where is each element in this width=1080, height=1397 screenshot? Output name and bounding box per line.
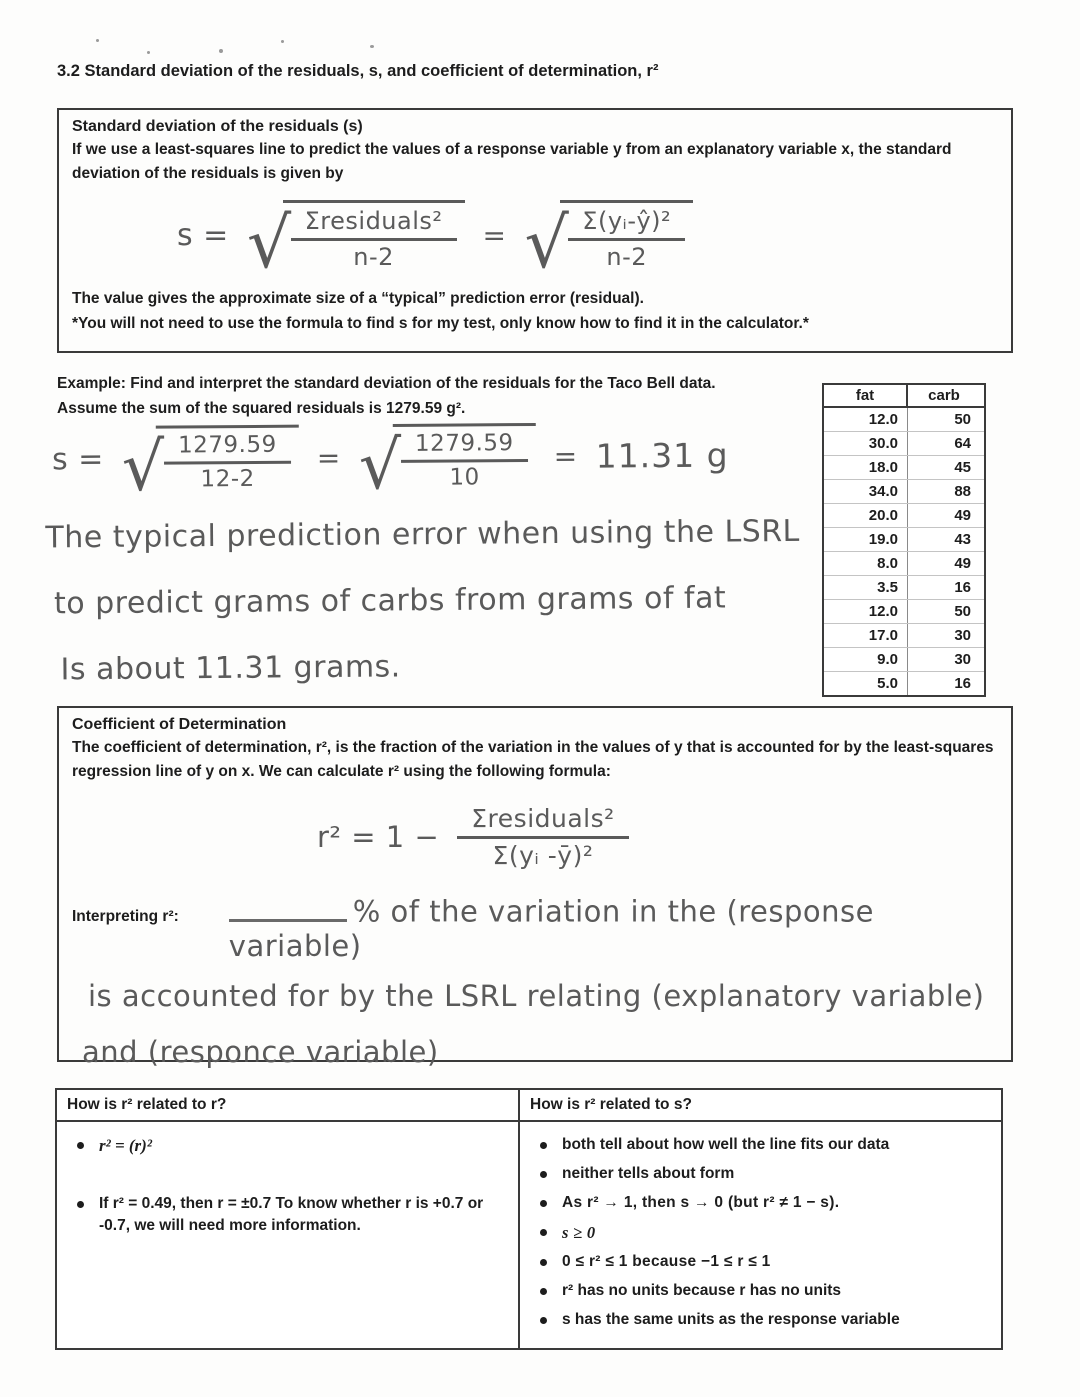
table-row bbox=[824, 647, 984, 671]
interpret-line1-text: % of the variation in the (response variable) bbox=[228, 894, 874, 963]
sqrt-expression bbox=[358, 423, 536, 505]
table-cell: 30 bbox=[954, 651, 971, 668]
radical-icon: √ bbox=[524, 202, 570, 284]
equals-sign: = bbox=[553, 439, 578, 473]
calculation-result: 11.31 g bbox=[595, 435, 729, 476]
scan-speck bbox=[281, 40, 284, 43]
table-header-row bbox=[824, 385, 984, 408]
table-cell: 16 bbox=[954, 675, 971, 692]
sqrt-expression bbox=[121, 425, 299, 506]
fraction-numerator: 1279.59 bbox=[177, 431, 277, 459]
table-cell: 64 bbox=[954, 435, 971, 452]
formula-lhs: s = bbox=[177, 218, 229, 254]
table-cell: 49 bbox=[954, 555, 971, 572]
page-title: 3.2 Standard deviation of the residuals, s, and coefficient of determination, r² bbox=[57, 62, 659, 80]
left-bullet-list bbox=[57, 1122, 518, 1282]
table-row bbox=[824, 599, 984, 623]
table-cell: 30.0 bbox=[824, 432, 908, 455]
right-column-header: How is r² related to s? bbox=[520, 1090, 1001, 1122]
interpret-line2: is accounted for by the LSRL relating (explanatory variable) bbox=[88, 978, 985, 1013]
table-row bbox=[824, 527, 984, 551]
fraction-denominator: Σ(yᵢ -ȳ)² bbox=[457, 836, 628, 870]
radical-icon: √ bbox=[121, 427, 166, 506]
handwritten-calculation bbox=[51, 422, 729, 506]
example-prompt bbox=[57, 372, 832, 422]
radical-icon: √ bbox=[358, 425, 403, 505]
fraction-numerator: Σ(yᵢ-ŷ)² bbox=[582, 207, 672, 236]
table-cell: 20.0 bbox=[824, 504, 908, 527]
coefficient-determination-box bbox=[57, 706, 1013, 1069]
interpretation-line: to predict grams of carbs from grams of fat bbox=[53, 580, 727, 622]
example-line2: Assume the sum of the squared residuals is 1279.59 g². bbox=[57, 399, 466, 417]
table-row bbox=[824, 575, 984, 599]
equals-sign: = bbox=[482, 219, 507, 253]
handwritten-interpretation bbox=[45, 499, 837, 704]
right-bullet-list bbox=[520, 1122, 1001, 1348]
interpreting-r2-label: Interpreting r²: bbox=[72, 908, 179, 926]
bullet-item: 0 ≤ r² ≤ 1 because −1 ≤ r ≤ 1 bbox=[526, 1251, 991, 1273]
column-header-fat: fat bbox=[824, 385, 908, 406]
fraction-denominator: n-2 bbox=[568, 238, 685, 271]
handwritten-s-formula bbox=[177, 200, 998, 284]
equals-sign: = bbox=[316, 441, 341, 475]
interpret-line1 bbox=[229, 894, 998, 963]
table-cell: 8.0 bbox=[824, 552, 908, 575]
table-cell: 17.0 bbox=[824, 624, 908, 647]
fraction-numerator: Σresiduals² bbox=[304, 207, 443, 236]
scan-speck bbox=[147, 51, 150, 54]
table-cell: 3.5 bbox=[824, 576, 908, 599]
bullet-item: neither tells about form bbox=[526, 1163, 991, 1185]
table-cell: 34.0 bbox=[824, 480, 908, 503]
interpret-line3: and (responce variable) bbox=[82, 1034, 439, 1069]
table-cell: 50 bbox=[954, 603, 971, 620]
sd-residuals-box bbox=[57, 108, 1013, 353]
table-cell: 45 bbox=[954, 459, 971, 476]
interpretation-line: The typical prediction error when using the LSRL bbox=[45, 513, 800, 556]
sd-box-note1: The value gives the approximate size of a “typical” prediction error (residual). bbox=[72, 290, 644, 308]
scan-speck bbox=[370, 45, 374, 48]
fraction-denominator: 12-2 bbox=[164, 461, 291, 493]
sqrt-expression bbox=[246, 200, 465, 284]
handwritten-r2-formula bbox=[317, 804, 998, 870]
table-cell: 12.0 bbox=[824, 408, 908, 431]
bullet-item: As r² → 1, then s → 0 (but r² ≠ 1 − s). bbox=[526, 1192, 991, 1214]
interpreting-r2-row bbox=[72, 894, 998, 963]
table-cell: 9.0 bbox=[824, 648, 908, 671]
interpretation-line: Is about 11.31 grams. bbox=[60, 649, 401, 688]
bullet-item: r² has no units because r has no units bbox=[526, 1280, 991, 1302]
table-body bbox=[824, 408, 984, 695]
table-row bbox=[824, 431, 984, 455]
sd-box-body: If we use a least-squares line to predict the values of a response variable y from an explanatory variable x, the standard deviation of the residuals is given by bbox=[72, 141, 952, 183]
fraction-numerator: 1279.59 bbox=[414, 430, 514, 457]
fraction-numerator: Σresiduals² bbox=[471, 804, 615, 834]
relations-right-column bbox=[520, 1090, 1001, 1348]
table-row bbox=[824, 455, 984, 479]
fraction-denominator: n-2 bbox=[291, 238, 457, 271]
sqrt-expression bbox=[524, 200, 693, 284]
fraction-denominator: 10 bbox=[401, 459, 528, 491]
relations-left-column bbox=[57, 1090, 520, 1348]
formula-lhs: s = bbox=[51, 442, 104, 478]
table-cell: 43 bbox=[954, 531, 971, 548]
table-cell: 50 bbox=[954, 411, 971, 428]
r2-relations-table bbox=[55, 1088, 1003, 1350]
table-row bbox=[824, 408, 984, 431]
bullet-item: r² = (r)² bbox=[63, 1134, 508, 1159]
left-column-header: How is r² related to r? bbox=[57, 1090, 518, 1122]
sd-box-note2: *You will not need to use the formula to find s for my test, only know how to find it in the calculator.* bbox=[72, 314, 809, 332]
column-header-carb: carb bbox=[928, 387, 960, 404]
blank-line bbox=[229, 894, 347, 922]
bullet-item: s has the same units as the response variable bbox=[526, 1309, 991, 1331]
scan-speck bbox=[219, 49, 223, 53]
table-cell: 88 bbox=[954, 483, 971, 500]
example-line1: Example: Find and interpret the standard deviation of the residuals for the Taco Bell data. bbox=[57, 375, 716, 392]
table-cell: 12.0 bbox=[824, 600, 908, 623]
sd-box-heading: Standard deviation of the residuals (s) bbox=[72, 118, 363, 135]
table-cell: 49 bbox=[954, 507, 971, 524]
scan-speck bbox=[96, 39, 99, 42]
coeff-box-heading: Coefficient of Determination bbox=[72, 716, 287, 733]
table-row bbox=[824, 671, 984, 695]
table-cell: 19.0 bbox=[824, 528, 908, 551]
table-row bbox=[824, 551, 984, 575]
coeff-box-body: The coefficient of determination, r², is the fraction of the variation in the values of y that is accounted for by the least-squares regression line of y on x. We can calculate r² using the following formula: bbox=[72, 739, 994, 781]
fraction bbox=[457, 804, 628, 870]
table-row bbox=[824, 503, 984, 527]
table-cell: 30 bbox=[954, 627, 971, 644]
formula-lhs: r² = 1 − bbox=[317, 820, 440, 855]
radical-icon: √ bbox=[246, 202, 292, 284]
table-cell: 5.0 bbox=[824, 672, 908, 695]
fat-carb-table bbox=[822, 383, 986, 697]
table-cell: 18.0 bbox=[824, 456, 908, 479]
bullet-item: If r² = 0.49, then r = ±0.7 To know whether r is +0.7 or -0.7, we will need more information. bbox=[63, 1193, 508, 1238]
table-row bbox=[824, 479, 984, 503]
table-cell: 16 bbox=[954, 579, 971, 596]
bullet-item: s ≥ 0 bbox=[526, 1221, 991, 1245]
bullet-item: both tell about how well the line fits our data bbox=[526, 1134, 991, 1156]
table-row bbox=[824, 623, 984, 647]
